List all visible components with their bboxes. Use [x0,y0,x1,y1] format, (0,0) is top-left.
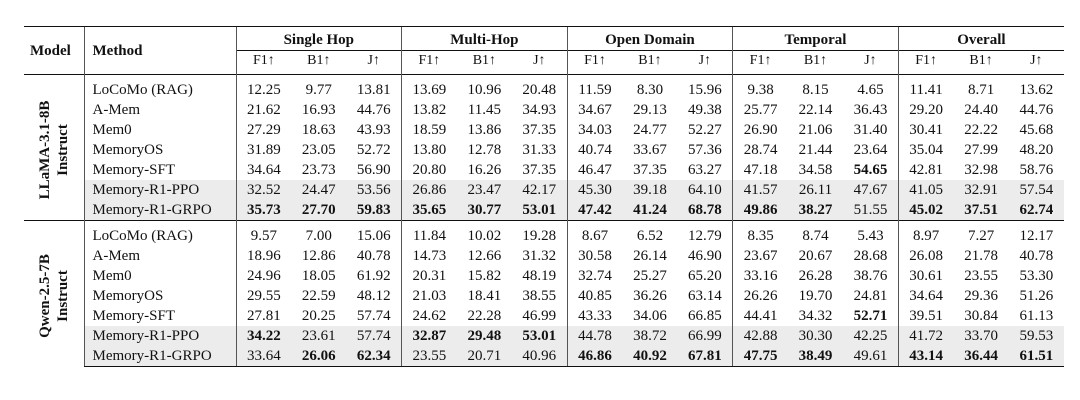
header-metric: F1↑ [567,51,622,75]
method-name: Memory-SFT [84,160,236,180]
metric-value: 15.96 [688,82,722,98]
metric-value: 30.61 [898,266,953,286]
metric-value: 65.20 [688,268,722,284]
metric-value: 34.93 [522,102,557,118]
model-name: Qwen-2.5-7B [36,254,53,339]
metric-value: 37.35 [633,162,667,178]
metric-value: 47.67 [843,180,898,200]
metric-value: 56.90 [356,162,391,178]
metric-value: 53.01 [512,200,567,221]
metric-value: 33.64 [236,346,291,367]
model-name: LLaMA-3.1-8B [36,100,53,200]
header-group-multi-hop: Multi-Hop [402,27,568,51]
metric-value: 49.61 [843,346,898,367]
metric-value: 8.30 [636,82,664,98]
metric-value: 13.80 [402,140,457,160]
metric-value: 52.27 [688,122,722,138]
metric-value: 43.14 [898,346,953,367]
metric-value: 21.62 [236,100,291,120]
method-name: MemoryOS [84,286,236,306]
metric-value: 34.64 [236,160,291,180]
metric-value: 13.86 [467,122,502,138]
metric-value: 42.25 [843,326,898,346]
metric-value: 26.08 [898,246,953,266]
metric-value: 24.81 [853,288,888,304]
table-row [24,160,1064,180]
metric-value: 28.68 [853,248,888,264]
metric-value: 22.22 [964,122,998,138]
metric-value: 11.41 [898,80,953,100]
metric-value: 12.78 [467,142,502,158]
table-row [24,140,1064,160]
metric-value: 21.44 [798,142,833,158]
metric-value: 49.86 [733,200,788,221]
metric-value: 27.99 [964,142,998,158]
metric-value: 18.59 [402,120,457,140]
metric-value: 30.41 [898,120,953,140]
metric-value: 38.49 [788,346,843,367]
metric-value: 20.80 [402,160,457,180]
header-metric: B1↑ [788,51,843,75]
model-label [36,254,72,338]
metric-value: 10.96 [467,82,502,98]
metric-value: 18.63 [301,122,336,138]
table-row [24,286,1064,306]
model-label-cell [24,80,84,221]
metric-value: 61.51 [1009,346,1064,367]
metric-value: 27.29 [236,120,291,140]
metric-value: 18.96 [236,246,291,266]
metric-value: 26.86 [402,180,457,200]
metric-value: 44.41 [733,306,788,326]
header-metric: J↑ [1009,51,1064,75]
metric-value: 63.14 [688,288,722,304]
metric-value: 19.28 [522,228,557,244]
metric-value: 38.72 [622,326,677,346]
metric-value: 14.73 [402,246,457,266]
method-name: MemoryOS [84,140,236,160]
metric-value: 20.71 [457,346,512,367]
metric-value: 38.27 [788,200,843,221]
metric-value: 45.30 [567,180,622,200]
metric-value: 34.06 [633,308,667,324]
metric-value: 23.64 [853,142,888,158]
metric-value: 6.52 [636,228,664,244]
metric-value: 9.38 [733,80,788,100]
metric-value: 51.26 [1019,288,1054,304]
metric-value: 27.70 [291,200,346,221]
model-variant: Instruct [54,124,71,176]
metric-value: 53.30 [1019,268,1054,284]
metric-value: 66.99 [678,326,733,346]
metric-value: 46.47 [567,160,622,180]
metric-value: 35.65 [402,200,457,221]
metric-value: 59.83 [346,200,401,221]
metric-value: 48.19 [522,268,557,284]
metric-value: 20.31 [402,266,457,286]
header-metric: B1↑ [953,51,1008,75]
metric-value: 32.87 [402,326,457,346]
table-row [24,266,1064,286]
model-label-cell [24,226,84,367]
metric-value: 48.20 [1019,142,1054,158]
header-group-single-hop: Single Hop [236,27,402,51]
metric-value: 33.70 [953,326,1008,346]
metric-value: 23.67 [733,246,788,266]
metric-value: 57.74 [356,308,391,324]
metric-value: 35.04 [898,140,953,160]
metric-value: 58.76 [1019,162,1054,178]
metric-value: 40.96 [512,346,567,367]
metric-value: 21.03 [402,286,457,306]
metric-value: 23.47 [457,180,512,200]
metric-value: 34.58 [798,162,833,178]
metric-value: 7.00 [305,228,332,244]
metric-value: 23.55 [964,268,998,284]
metric-value: 47.42 [567,200,622,221]
metric-value: 62.74 [1009,200,1064,221]
metric-value: 13.69 [402,80,457,100]
method-name: Mem0 [84,120,236,140]
results-table [24,26,1064,367]
metric-value: 7.27 [967,228,995,244]
metric-value: 32.91 [953,180,1008,200]
metric-value: 52.72 [356,142,391,158]
metric-value: 26.11 [788,180,843,200]
metric-value: 29.48 [457,326,512,346]
metric-value: 26.06 [291,346,346,367]
metric-value: 13.62 [1019,82,1054,98]
metric-value: 40.85 [567,286,622,306]
metric-value: 47.75 [733,346,788,367]
metric-value: 26.90 [733,120,788,140]
metric-value: 30.30 [788,326,843,346]
metric-value: 16.26 [467,162,502,178]
metric-value: 51.55 [843,200,898,221]
table-row [24,120,1064,140]
metric-value: 23.73 [301,162,336,178]
metric-value: 22.28 [467,308,502,324]
header-group-overall: Overall [898,27,1064,51]
metric-value: 31.33 [522,142,557,158]
metric-value: 20.48 [522,82,557,98]
metric-value: 49.38 [688,102,722,118]
metric-value: 29.36 [964,288,998,304]
metric-value: 8.97 [898,226,953,246]
metric-value: 23.61 [291,326,346,346]
metric-value: 25.27 [633,268,667,284]
metric-value: 34.03 [567,120,622,140]
metric-value: 13.82 [402,100,457,120]
header-model: Model [24,27,84,75]
metric-value: 39.51 [898,306,953,326]
metric-value: 26.14 [633,248,667,264]
metric-value: 12.25 [236,80,291,100]
metric-value: 30.58 [567,246,622,266]
metric-value: 22.59 [301,288,336,304]
header-metric: J↑ [678,51,733,75]
metric-value: 11.84 [402,226,457,246]
metric-value: 38.76 [853,268,888,284]
metric-value: 37.51 [953,200,1008,221]
metric-value: 44.78 [567,326,622,346]
table-row [24,346,1064,367]
metric-value: 66.85 [688,308,722,324]
metric-value: 61.92 [356,268,391,284]
table-row [24,306,1064,326]
method-name: A-Mem [84,100,236,120]
metric-value: 41.57 [733,180,788,200]
metric-value: 11.59 [567,80,622,100]
metric-value: 61.13 [1019,308,1054,324]
metric-value: 18.41 [467,288,502,304]
metric-value: 43.93 [356,122,391,138]
metric-value: 8.74 [802,228,829,244]
metric-value: 36.43 [853,102,888,118]
metric-value: 8.67 [567,226,622,246]
metric-value: 13.81 [356,82,391,98]
method-name: LoCoMo (RAG) [84,226,236,246]
metric-value: 46.90 [688,248,722,264]
metric-value: 12.17 [1019,228,1054,244]
metric-value: 31.40 [853,122,888,138]
metric-value: 32.52 [236,180,291,200]
metric-value: 41.72 [898,326,953,346]
metric-value: 44.76 [1019,102,1054,118]
metric-value: 26.26 [733,286,788,306]
metric-value: 41.05 [898,180,953,200]
metric-value: 34.64 [898,286,953,306]
metric-value: 12.66 [467,248,502,264]
table-row [24,200,1064,221]
metric-value: 19.70 [798,288,833,304]
header-metric: J↑ [346,51,401,75]
metric-value: 33.16 [733,266,788,286]
method-name: A-Mem [84,246,236,266]
metric-value: 9.77 [305,82,332,98]
metric-value: 39.18 [622,180,677,200]
model-label [36,101,72,200]
header-group-temporal: Temporal [733,27,899,51]
metric-value: 27.81 [236,306,291,326]
metric-value: 24.47 [291,180,346,200]
metric-value: 29.20 [898,100,953,120]
results-table-container [24,26,1064,367]
metric-value: 42.17 [512,180,567,200]
metric-value: 8.35 [733,226,788,246]
metric-value: 34.32 [798,308,833,324]
metric-value: 38.55 [522,288,557,304]
header-metric: F1↑ [402,51,457,75]
metric-value: 40.78 [356,248,391,264]
method-name: Memory-R1-GRPO [84,200,236,221]
metric-value: 41.24 [622,200,677,221]
metric-value: 24.62 [402,306,457,326]
metric-value: 68.78 [678,200,733,221]
metric-value: 15.06 [356,228,391,244]
metric-value: 28.74 [733,140,788,160]
table-row [24,100,1064,120]
metric-value: 57.74 [346,326,401,346]
metric-value: 46.99 [522,308,557,324]
metric-value: 15.82 [467,268,502,284]
header-metric: B1↑ [622,51,677,75]
metric-value: 12.79 [688,228,722,244]
metric-value: 10.02 [467,228,502,244]
metric-value: 42.88 [733,326,788,346]
table-row [24,80,1064,100]
metric-value: 45.02 [898,200,953,221]
metric-value: 37.35 [522,162,557,178]
metric-value: 22.14 [798,102,833,118]
metric-value: 29.13 [633,102,667,118]
metric-value: 29.55 [236,286,291,306]
metric-value: 62.34 [346,346,401,367]
metric-value: 48.12 [356,288,391,304]
table-row [24,326,1064,346]
metric-value: 5.43 [857,228,884,244]
metric-value: 34.67 [567,100,622,120]
metric-value: 23.05 [301,142,336,158]
metric-value: 40.74 [567,140,622,160]
header-group-open-domain: Open Domain [567,27,733,51]
metric-value: 37.35 [522,122,557,138]
method-name: Memory-R1-GRPO [84,346,236,367]
model-variant: Instruct [54,270,71,323]
metric-value: 53.01 [512,326,567,346]
header-metric: J↑ [843,51,898,75]
metric-value: 63.27 [688,162,722,178]
metric-value: 57.54 [1009,180,1064,200]
metric-value: 21.06 [798,122,833,138]
table-row [24,246,1064,266]
metric-value: 32.98 [964,162,998,178]
header-method: Method [84,27,236,75]
metric-value: 45.68 [1019,122,1054,138]
metric-value: 54.65 [853,162,888,178]
metric-value: 4.65 [857,82,884,98]
metric-value: 24.96 [236,266,291,286]
header-metric: B1↑ [291,51,346,75]
metric-value: 67.81 [678,346,733,367]
metric-value: 33.67 [633,142,667,158]
metric-value: 34.22 [236,326,291,346]
table-row [24,226,1064,246]
header-metric: J↑ [512,51,567,75]
method-name: Memory-R1-PPO [84,326,236,346]
metric-value: 20.67 [798,248,833,264]
metric-value: 8.15 [802,82,829,98]
method-name: LoCoMo (RAG) [84,80,236,100]
metric-value: 42.81 [898,160,953,180]
metric-value: 24.77 [633,122,667,138]
method-name: Mem0 [84,266,236,286]
table-row [24,180,1064,200]
metric-value: 12.86 [301,248,336,264]
metric-value: 9.57 [236,226,291,246]
metric-value: 36.26 [633,288,667,304]
metric-value: 46.86 [567,346,622,367]
metric-value: 31.89 [236,140,291,160]
metric-value: 52.71 [853,308,888,324]
metric-value: 47.18 [733,160,788,180]
results-body [24,75,1064,367]
header-row-groups [24,27,1064,51]
header-metric: F1↑ [898,51,953,75]
header-metric: F1↑ [236,51,291,75]
metric-value: 30.77 [457,200,512,221]
metric-value: 23.55 [402,346,457,367]
metric-value: 26.28 [798,268,833,284]
metric-value: 8.71 [967,82,995,98]
metric-value: 43.33 [567,306,622,326]
metric-value: 44.76 [356,102,391,118]
metric-value: 18.05 [301,268,336,284]
metric-value: 31.32 [522,248,557,264]
metric-value: 32.74 [567,266,622,286]
metric-value: 35.73 [236,200,291,221]
method-name: Memory-SFT [84,306,236,326]
header-metric: B1↑ [457,51,512,75]
metric-value: 16.93 [301,102,336,118]
metric-value: 11.45 [467,102,501,118]
metric-value: 24.40 [964,102,998,118]
metric-value: 20.25 [301,308,336,324]
header-metric: F1↑ [733,51,788,75]
metric-value: 53.56 [346,180,401,200]
metric-value: 25.77 [733,100,788,120]
metric-value: 64.10 [678,180,733,200]
metric-value: 59.53 [1009,326,1064,346]
metric-value: 40.92 [622,346,677,367]
metric-value: 57.36 [688,142,722,158]
metric-value: 36.44 [953,346,1008,367]
method-name: Memory-R1-PPO [84,180,236,200]
metric-value: 21.78 [964,248,998,264]
metric-value: 30.84 [964,308,998,324]
metric-value: 40.78 [1019,248,1054,264]
